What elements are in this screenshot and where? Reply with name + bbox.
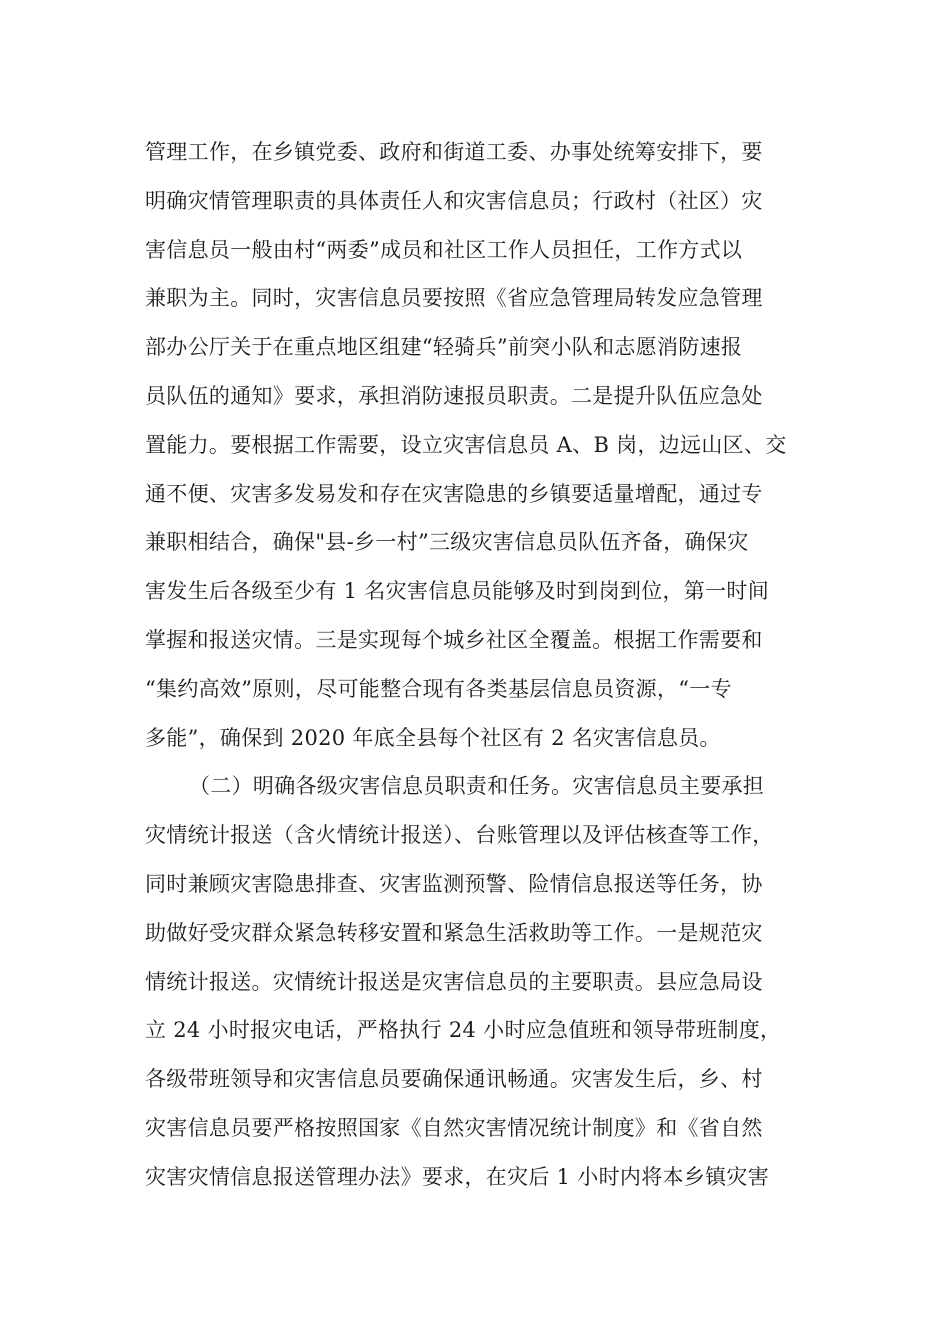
text-line: 各级带班领导和灾害信息员要确保通讯畅通。灾害发生后，乡、村 bbox=[145, 1067, 763, 1092]
text-line: 掌握和报送灾情。三是实现每个城乡社区全覆盖。根据工作需要和 bbox=[145, 627, 763, 652]
text-line: 通不便、灾害多发易发和存在灾害隐患的乡镇要适量增配，通过专 bbox=[145, 481, 763, 506]
section-heading-line: （二）明确各级灾害信息员职责和任务。灾害信息员主要承担 bbox=[189, 774, 765, 799]
text-line: 害信息员一般由村“两委”成员和社区工作人员担任，工作方式以 bbox=[145, 237, 743, 262]
text-line: 立 24 小时报灾电话，严格执行 24 小时应急值班和领导带班制度， bbox=[145, 1018, 782, 1043]
text-line: 灾害灾情信息报送管理办法》要求，在灾后 1 小时内将本乡镇灾害 bbox=[145, 1164, 770, 1189]
text-line: 害发生后各级至少有 1 名灾害信息员能够及时到岗到位，第一时间 bbox=[145, 579, 770, 604]
text-line: 管理工作，在乡镇党委、政府和街道工委、办事处统筹安排下，要 bbox=[145, 140, 763, 164]
text-line: 兼职为主。同时，灾害信息员要按照《省应急管理局转发应急管理 bbox=[145, 286, 763, 311]
text-line: 灾情统计报送（含火情统计报送）、台账管理以及评估核查等工作， bbox=[145, 823, 774, 848]
text-line: 多能”，确保到 2020 年底全县每个社区有 2 名灾害信息员。 bbox=[145, 725, 721, 750]
text-line: 兼职相结合，确保"县-乡一村”三级灾害信息员队伍齐备，确保灾 bbox=[145, 530, 749, 555]
text-line: 同时兼顾灾害隐患排查、灾害监测预警、险情信息报送等任务，协 bbox=[145, 871, 763, 896]
body-text bbox=[145, 132, 805, 1206]
text-line: 情统计报送。灾情统计报送是灾害信息员的主要职责。县应急局设 bbox=[145, 969, 763, 994]
text-line: 明确灾情管理职责的具体责任人和灾害信息员；行政村（社区）灾 bbox=[145, 188, 763, 213]
text-line: 部办公厅关于在重点地区组建“轻骑兵”前突小队和志愿消防速报 bbox=[145, 335, 743, 360]
text-line: 助做好受灾群众紧急转移安置和紧急生活救助等工作。一是规范灾 bbox=[145, 920, 763, 945]
text-line: “集约高效”原则，尽可能整合现有各类基层信息员资源，“一专 bbox=[145, 676, 732, 701]
text-line: 员队伍的通知》要求，承担消防速报员职责。二是提升队伍应急处 bbox=[145, 383, 763, 408]
text-line: 灾害信息员要严格按照国家《自然灾害情况统计制度》和《省自然 bbox=[145, 1115, 763, 1140]
text-line: 置能力。要根据工作需要，设立灾害信息员 A、B 岗，边远山区、交 bbox=[145, 432, 787, 457]
